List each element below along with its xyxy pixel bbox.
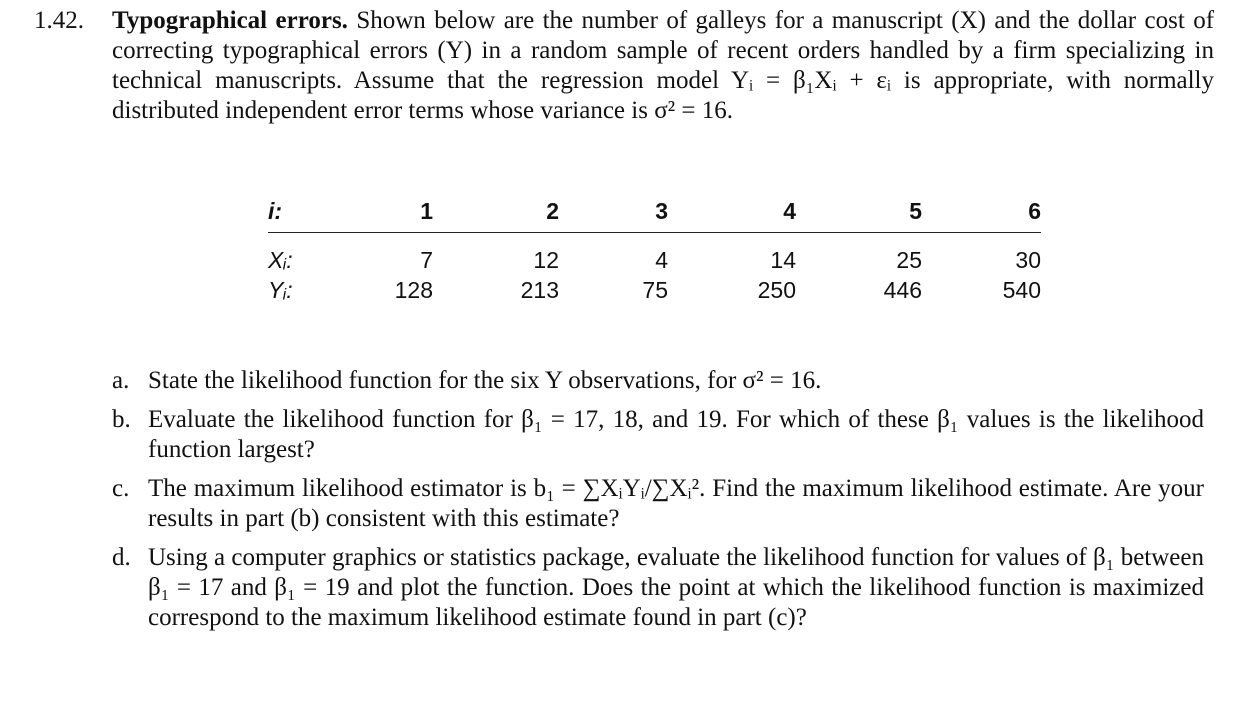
table-cell: 12	[533, 246, 559, 273]
table-cell: 14	[770, 246, 796, 273]
question-parts	[112, 366, 1204, 642]
table-cell: 540	[1002, 276, 1041, 303]
problem-number: 1.42.	[34, 7, 84, 34]
part-letter: a.	[112, 367, 130, 394]
part-d	[112, 543, 1204, 633]
table-row-y	[268, 275, 1041, 305]
part-text: Using a computer graphics or statistics package, evaluate the likelihood function for values of β₁ between β₁ = 17 and β₁ = 19 and plot the function. Does the point at which the likelihood function is maximized correspond to the maximum likelihood estimate found in part (c)?	[148, 544, 1204, 631]
problem-intro: Shown below are the number of galleys for a manuscript (X) and the dollar cost of correcting typographical errors (Y) in a random sample of recent orders handled by a firm specializing in technical manuscripts. Assume that the regression model Yᵢ = β₁Xᵢ + εᵢ is appropriate, with normally distributed independent error terms whose variance is σ² = 16.	[112, 7, 1215, 124]
part-text: Evaluate the likelihood function for β₁ = 17, 18, and 19. For which of these β₁ values is the likelihood function largest?	[148, 406, 1204, 463]
table-cell: 250	[757, 276, 796, 303]
part-a	[112, 366, 1204, 396]
header-cell: 2	[433, 196, 559, 233]
table-row-x	[268, 233, 1041, 276]
part-b	[112, 405, 1204, 465]
header-cell: 6	[922, 196, 1041, 233]
row-label-y: Yᵢ:	[268, 276, 293, 303]
problem-statement	[34, 6, 1214, 126]
table-cell: 446	[883, 276, 922, 303]
problem-body	[112, 6, 1214, 126]
table-cell: 7	[420, 246, 433, 273]
header-cell: 3	[559, 196, 668, 233]
part-letter: d.	[112, 544, 131, 571]
table-cell: 128	[394, 276, 433, 303]
header-cell: 1	[328, 196, 433, 233]
table-cell: 25	[896, 246, 922, 273]
header-cell: 4	[668, 196, 796, 233]
part-letter: c.	[112, 475, 130, 502]
part-text: State the likelihood function for the six Y observations, for σ² = 16.	[148, 367, 822, 394]
part-text: The maximum likelihood estimator is b₁ = ∑XᵢYᵢ/∑Xᵢ². Find the maximum likelihood estimate. Are your results in part (b) consistent with this estimate?	[148, 475, 1204, 532]
table-cell: 75	[642, 276, 668, 303]
table-cell: 213	[520, 276, 559, 303]
header-label: i:	[268, 196, 328, 233]
header-cell: 5	[796, 196, 922, 233]
row-label-x: Xᵢ:	[268, 246, 293, 273]
part-letter: b.	[112, 406, 131, 433]
data-table	[268, 196, 1041, 305]
table-cell: 4	[655, 246, 668, 273]
problem-title: Typographical errors.	[112, 7, 348, 34]
table-header-row	[268, 196, 1041, 233]
part-c	[112, 474, 1204, 534]
table-cell: 30	[1015, 246, 1041, 273]
